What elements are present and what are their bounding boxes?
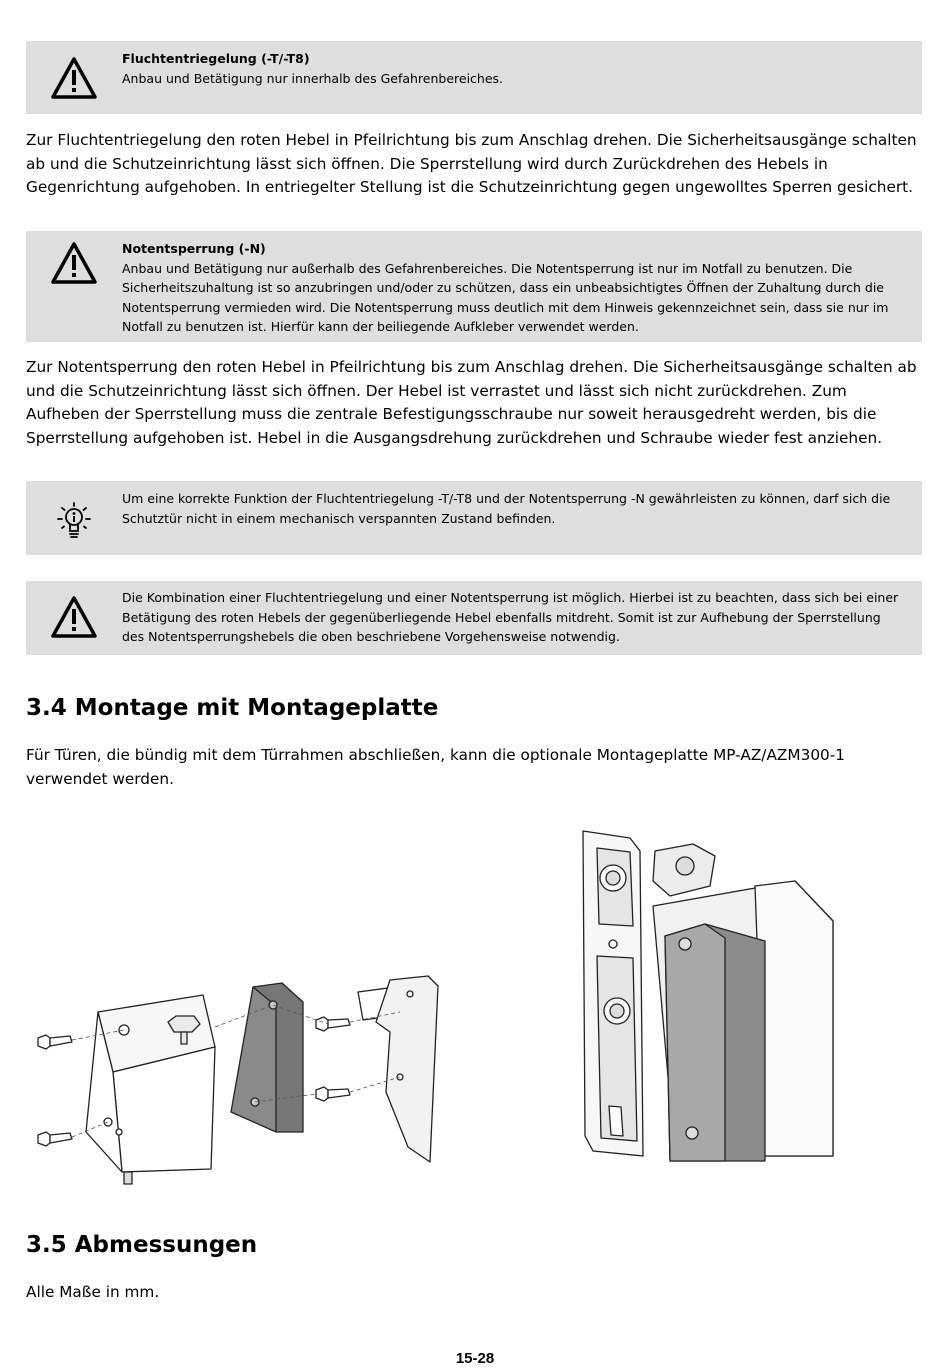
notice-fluchtentriegelung — [26, 41, 922, 114]
paragraph-line: Zur Notentsperrung den roten Hebel in Pfeilrichtung bis zum Anschlag drehen. Die Sicherheitsausgänge schalten ab — [26, 358, 917, 376]
notice-line: Um eine korrekte Funktion der Fluchtentriegelung -T/-T8 und der Notentsperrung -N gewährleisten zu können, darf sich die — [122, 491, 891, 506]
notice-line: Schutztür nicht in einem mechanisch verspannten Zustand befinden. — [122, 510, 556, 526]
notice-line: Notfall zu benutzen ist. Hierfür kann der beiliegende Aufkleber verwendet werden. — [122, 319, 639, 335]
warning-icon — [50, 56, 98, 100]
paragraph-line: Alle Maße in mm. — [26, 1283, 160, 1301]
paragraph-line: Sperrstellung aufgehoben ist. Hebel in die Ausgangsdrehung zurückdrehen und Schraube wieder fest anziehen. — [26, 428, 883, 447]
notice-tip — [26, 481, 922, 555]
notice-line: Betätigung des roten Hebels der gegenüberliegende Hebel ebenfalls mitdreht. Somit ist zur Aufhebung der Sperrstellung — [122, 609, 881, 625]
notice-line: Anbau und Betätigung nur innerhalb des Gefahrenbereiches. — [122, 70, 504, 86]
paragraph-line: verwendet werden. — [26, 769, 174, 788]
notice-notentsperrung — [26, 231, 922, 342]
paragraph-montageplatte — [26, 744, 926, 791]
notice-line: Die Kombination einer Fluchtentriegelung und einer Notentsperrung ist möglich. Hierbei ist zu beachten, dass sich bei einer — [122, 590, 899, 605]
paragraph-line: ab und die Schutzeinrichtung lässt sich öffnen. Die Sperrstellung wird durch Zurückdrehen des Hebels in — [26, 154, 828, 173]
notice-line: Sicherheitszuhaltung ist so anzubringen und/oder zu schützen, dass ein unbeabsichtigtes Öffnen der Zuhaltung durch die — [122, 280, 884, 296]
paragraph-line: Gegenrichtung aufgehoben. In entriegelter Stellung ist die Schutzeinrichtung gegen ungewolltes Sperren gesichert. — [26, 178, 914, 196]
section-heading-montage: 3.4 Montage mit Montageplatte — [26, 695, 439, 721]
notice-title: Fluchtentriegelung (-T/-T8) — [122, 51, 310, 66]
section-heading-abmessungen: 3.5 Abmessungen — [26, 1232, 258, 1258]
warning-icon — [50, 595, 98, 639]
warning-icon — [50, 241, 98, 285]
screw-icon — [38, 1035, 72, 1049]
mounted-assembly-drawing — [575, 826, 840, 1184]
paragraph-line: Aufheben der Sperrstellung muss die zentrale Befestigungsschraube nur soweit herausgedreht werden, bis die — [26, 405, 877, 423]
page-number: 15-28 — [455, 1350, 495, 1367]
screw-icon — [38, 1132, 72, 1146]
notice-line: des Notentsperrungshebels die oben beschriebene Vorgehensweise notwendig. — [122, 629, 620, 645]
paragraph-masse — [26, 1281, 926, 1305]
notice-line: Anbau und Betätigung nur außerhalb des Gefahrenbereiches. Die Notentsperrung ist nur im Notfall zu benutzen. Die — [122, 260, 853, 276]
paragraph-line: und die Schutzeinrichtung lässt sich öffnen. Der Hebel ist verrastet und lässt sich nicht zurückdrehen. Zum — [26, 381, 847, 400]
notice-line: Notentsperrung vermieden wird. Die Notentsperrung muss deutlich mit dem Hinweis gekennzeichnet sein, dass sie nur im — [122, 299, 889, 315]
paragraph-fluchtentriegelung — [26, 129, 926, 200]
notice-title: Notentsperrung (-N) — [122, 241, 266, 256]
paragraph-line: Zur Fluchtentriegelung den roten Hebel in Pfeilrichtung bis zum Anschlag drehen. Die Sicherheitsausgänge schalten — [26, 131, 917, 149]
notice-kombination — [26, 581, 922, 655]
lightbulb-icon — [50, 497, 98, 541]
paragraph-line: Für Türen, die bündig mit dem Türrahmen abschließen, kann die optionale Montageplatte MP-AZ/AZM300-1 — [26, 746, 846, 764]
paragraph-notentsperrung — [26, 356, 926, 450]
exploded-assembly-drawing — [28, 972, 448, 1187]
